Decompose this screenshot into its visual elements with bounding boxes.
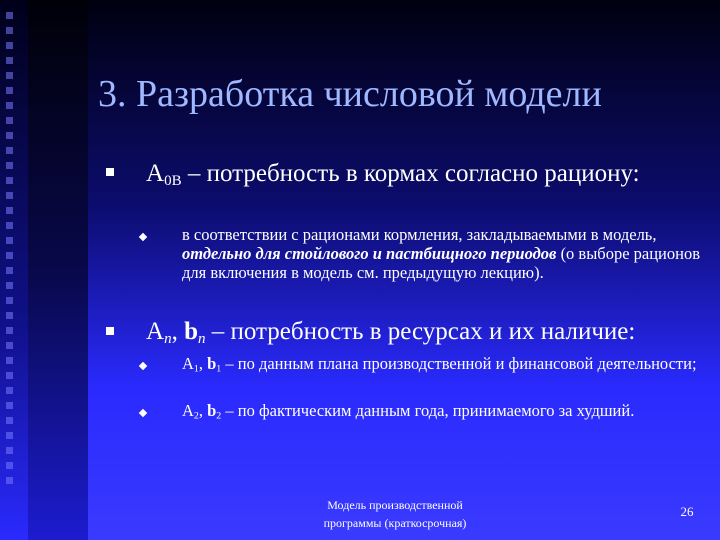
diamond-bullet-icon [139, 362, 147, 370]
bullet-item-2: $A_n$, $b_n$ – потребность в ресурсах и их наличие: [146, 318, 636, 347]
page-number: 26 [680, 504, 694, 519]
decor-squares [6, 12, 22, 492]
slide-title: 3. Разработка числовой модели [98, 73, 602, 115]
sub-item-1-1: в соответствии с рационами кормления, закладываемыми в модель, отдельно для стойлового и пастбищного периодов (о выборе рационов для включения в модель см. предыдущую лекцию). [182, 225, 701, 282]
left-dark-column [28, 0, 88, 540]
bullet-item-1 [146, 160, 706, 195]
left-decor-strip [0, 0, 28, 540]
item-2-text: – потребность в ресурсах и их наличие: [205, 318, 636, 345]
emphasis-text: отдельно для стойлового и пастбищного периодов [182, 244, 557, 263]
square-bullet-icon [106, 168, 114, 176]
diamond-bullet-icon [139, 409, 147, 417]
diamond-bullet-icon [139, 233, 147, 241]
subscript-0b: 0B [164, 172, 182, 189]
symbol-a: A [146, 160, 165, 187]
footer-title: Модель производственной программы (краткосрочная) [323, 498, 467, 530]
item-1-text: – потребность в кормах согласно рациону: [181, 160, 640, 187]
sub-item-2-1: $A_1$, $b_1$ – по данным плана производственной и финансовой деятельности; [182, 354, 697, 375]
square-bullet-icon [106, 327, 114, 335]
sub-item-2-2: $A_2$, $b_2$ – по фактическим данным года, принимаемого за худший. [182, 401, 635, 422]
